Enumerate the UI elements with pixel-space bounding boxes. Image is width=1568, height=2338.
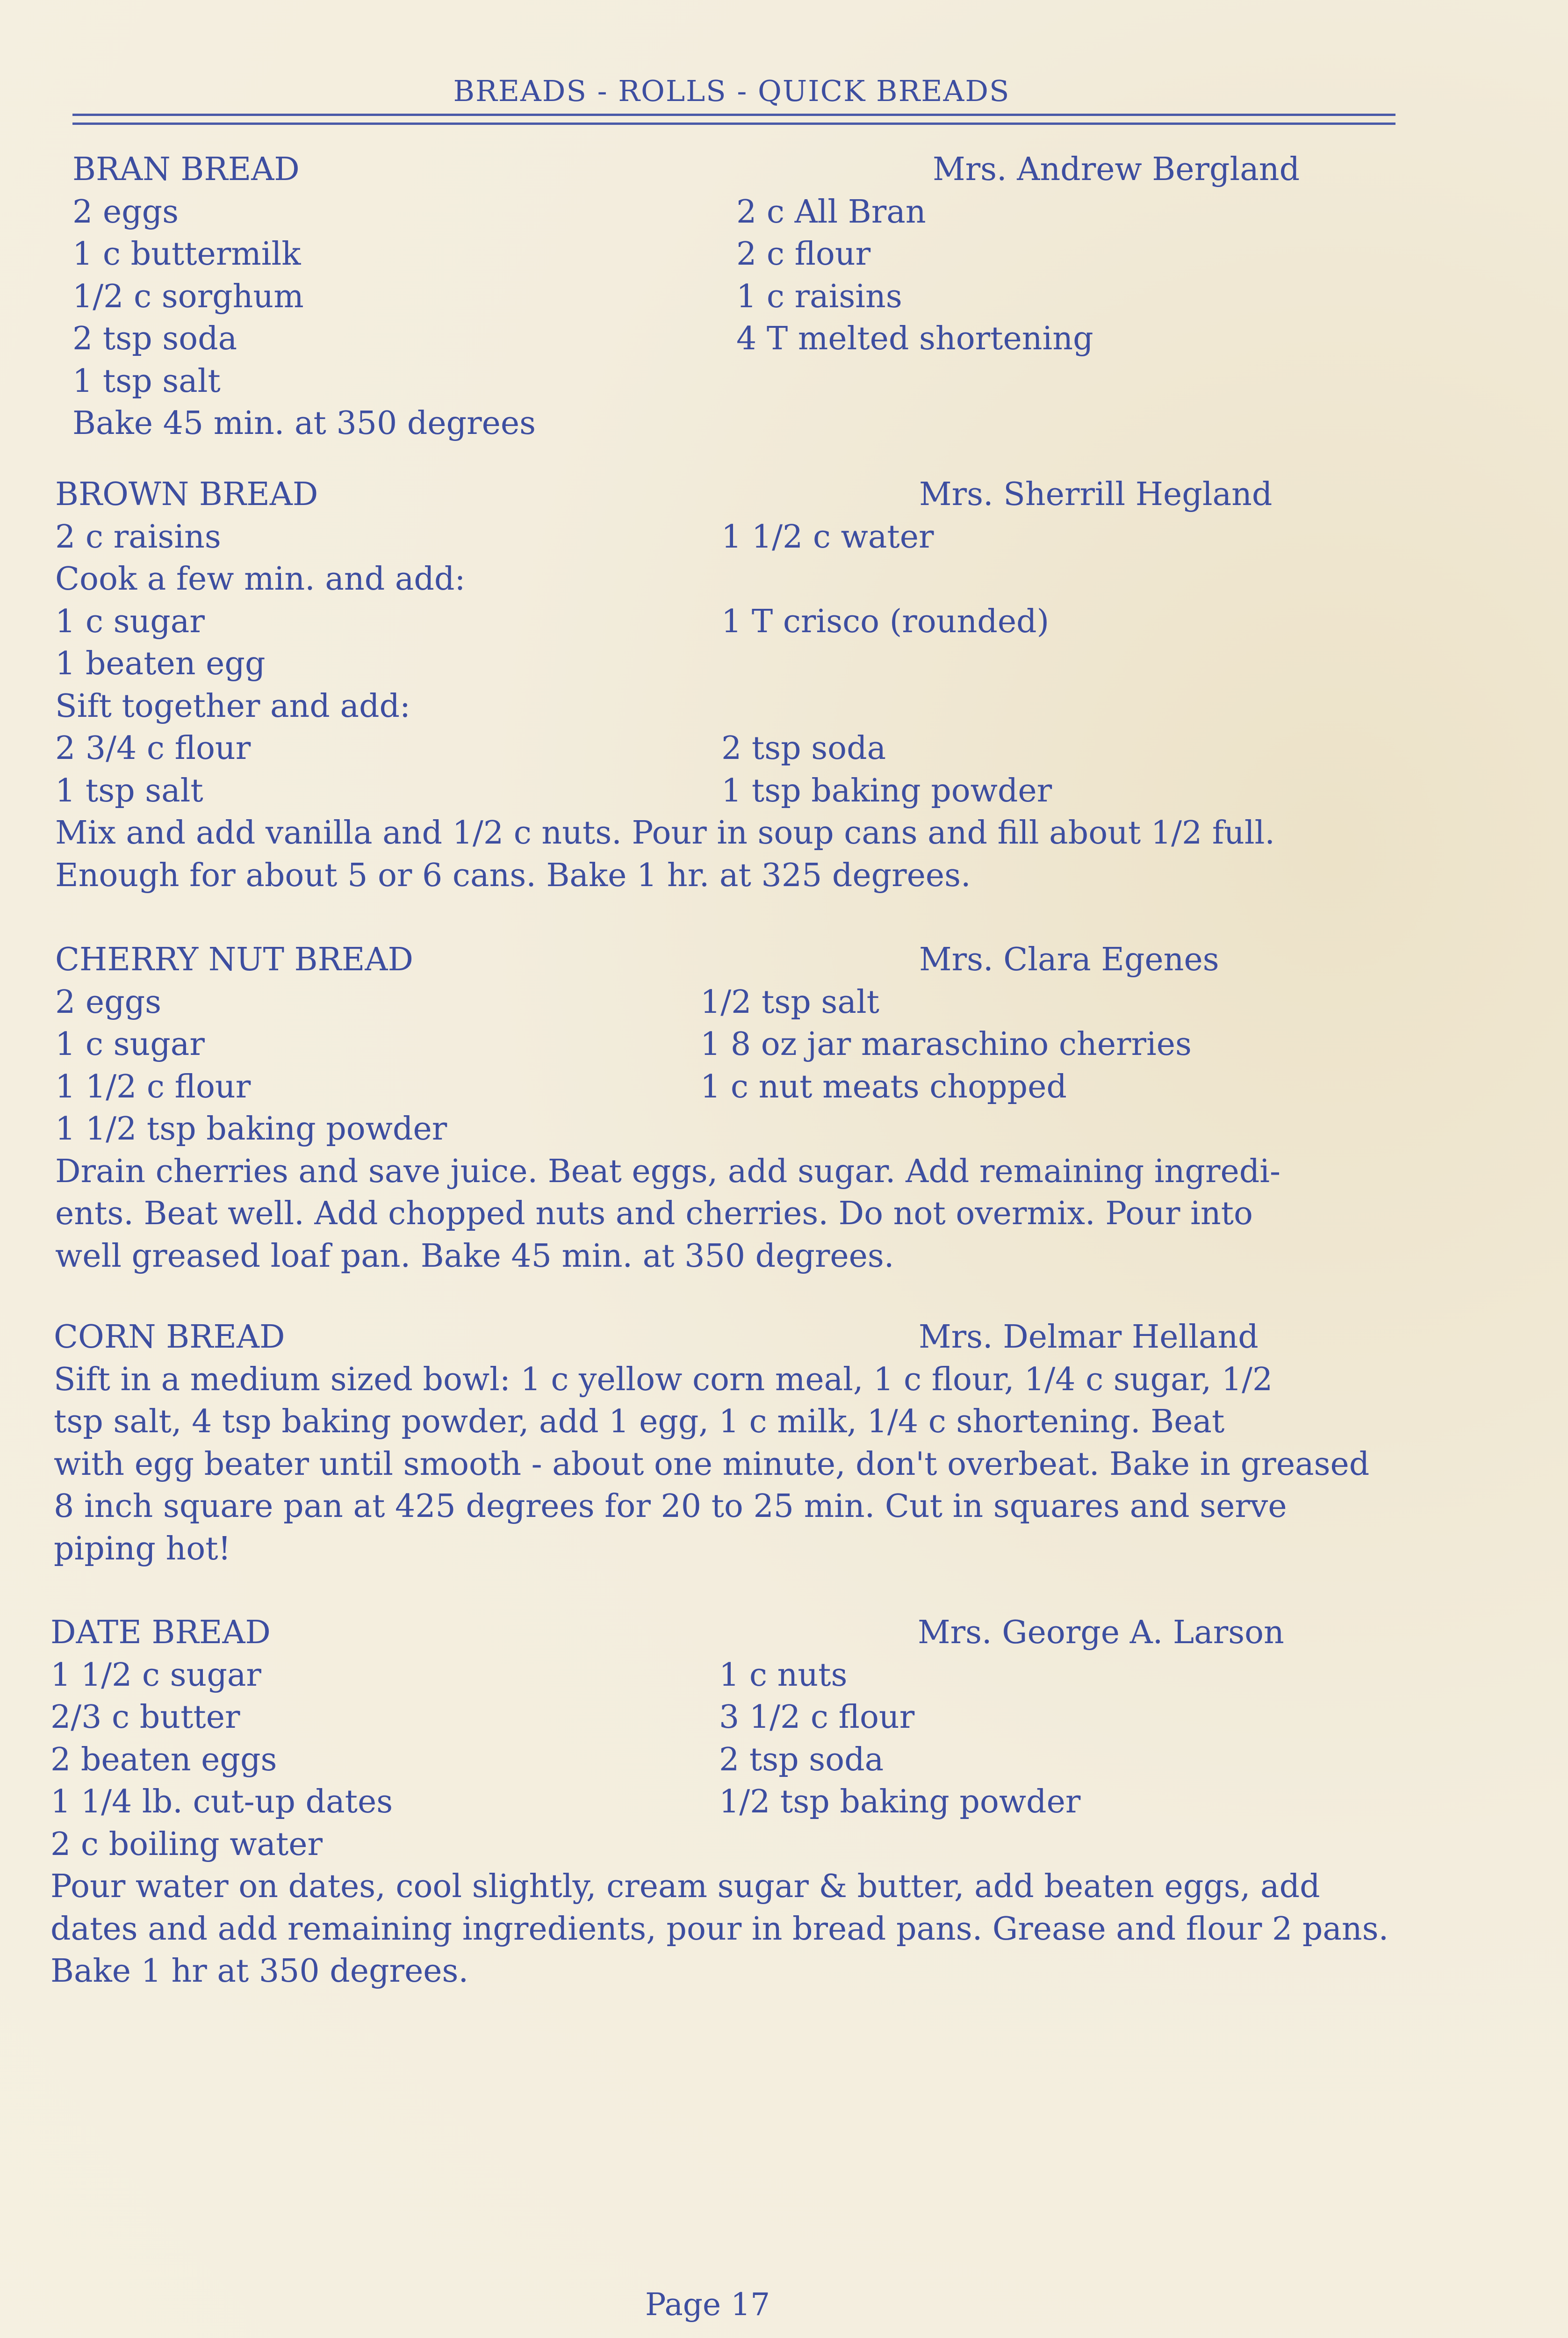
ingredient: 2 eggs — [55, 983, 162, 1021]
recipe-contributor: Mrs. George A. Larson — [918, 1614, 1284, 1651]
direction-line: Bake 1 hr at 350 degrees. — [50, 1953, 469, 1990]
ingredient: 1 tsp baking powder — [721, 772, 1052, 809]
direction-line: Pour water on dates, cool slightly, cream sugar & butter, add beaten eggs, add — [50, 1868, 1320, 1905]
direction-line: Bake 45 min. at 350 degrees — [72, 405, 536, 442]
recipe-date-bread — [50, 1612, 1444, 1993]
ingredient: 2 3/4 c flour — [55, 730, 251, 767]
ingredient: 1 c nut meats chopped — [700, 1068, 1067, 1105]
ingredient: 1 1/4 lb. cut-up dates — [50, 1783, 393, 1820]
recipe-contributor: Mrs. Clara Egenes — [919, 941, 1219, 978]
ingredient: 2 eggs — [72, 193, 179, 231]
recipe-title: DATE BREAD — [50, 1614, 271, 1651]
ingredient: 1 T crisco (rounded) — [721, 603, 1050, 640]
ingredient: 1 c nuts — [719, 1656, 848, 1694]
recipe-title: BROWN BREAD — [55, 476, 318, 513]
ingredient: 2 tsp soda — [72, 320, 237, 357]
ingredient: 1 tsp salt — [55, 772, 203, 809]
ingredient: 2 c All Bran — [736, 193, 926, 231]
ingredient: 1 c sugar — [55, 603, 205, 640]
ingredient: 3 1/2 c flour — [719, 1699, 915, 1736]
page-number: Page 17 — [645, 2287, 770, 2323]
ingredient: 1/2 c sorghum — [72, 278, 304, 315]
ingredient: 2 c raisins — [55, 518, 221, 556]
ingredient: 1 c raisins — [736, 278, 902, 315]
direction-line: well greased loaf pan. Bake 45 min. at 350 degrees. — [55, 1237, 894, 1275]
direction-line: Cook a few min. and add: — [55, 561, 466, 598]
recipe-contributor: Mrs. Delmar Helland — [919, 1319, 1259, 1356]
direction-line: dates and add remaining ingredients, pour in bread pans. Grease and flour 2 pans. — [50, 1910, 1389, 1948]
ingredient: 1 1/2 tsp baking powder — [55, 1111, 447, 1147]
recipe-contributor: Mrs. Sherrill Hegland — [919, 476, 1273, 513]
ingredient: 1 1/2 c flour — [55, 1068, 251, 1105]
direction-line: 8 inch square pan at 425 degrees for 20 to 25 min. Cut in squares and serve — [54, 1488, 1287, 1525]
direction-line: ents. Beat well. Add chopped nuts and cherries. Do not overmix. Pour into — [55, 1195, 1253, 1232]
direction-line: Sift together and add: — [55, 687, 410, 725]
direction-line: Mix and add vanilla and 1/2 c nuts. Pour in soup cans and fill about 1/2 full. — [55, 815, 1275, 851]
direction-line: with egg beater until smooth - about one minute, don't overbeat. Bake in greased — [54, 1445, 1370, 1483]
ingredient: 1 c buttermilk — [72, 236, 301, 273]
ingredient: 1 1/2 c water — [721, 518, 934, 556]
ingredient: 2 tsp soda — [721, 730, 886, 767]
recipe-title: CORN BREAD — [54, 1319, 285, 1356]
ingredient: 2/3 c butter — [50, 1699, 240, 1736]
recipe-title: CHERRY NUT BREAD — [55, 941, 413, 978]
recipe-bran-bread — [72, 149, 1335, 445]
recipe-cherry-nut-bread — [55, 939, 1364, 1277]
direction-line: tsp salt, 4 tsp baking powder, add 1 egg, 1 c milk, 1/4 c shortening. Beat — [54, 1403, 1225, 1440]
direction-line: Sift in a medium sized bowl: 1 c yellow corn meal, 1 c flour, 1/4 c sugar, 1/2 — [54, 1361, 1273, 1398]
header-rule-top — [72, 114, 1395, 116]
ingredient: 4 T melted shortening — [736, 320, 1093, 357]
ingredient: 1 8 oz jar maraschino cherries — [700, 1026, 1192, 1063]
ingredient: 2 c flour — [736, 236, 871, 273]
ingredient: 1/2 tsp baking powder — [719, 1783, 1081, 1820]
page-header: BREADS - ROLLS - QUICK BREADS — [453, 74, 1010, 108]
ingredient: 2 beaten eggs — [50, 1741, 277, 1778]
ingredient: 1 beaten egg — [55, 645, 266, 682]
recipe-corn-bread — [54, 1316, 1433, 1570]
ingredient: 1 tsp salt — [72, 362, 221, 400]
recipe-brown-bread — [55, 474, 1345, 897]
ingredient: 1 c sugar — [55, 1026, 205, 1063]
direction-line: Enough for about 5 or 6 cans. Bake 1 hr. at 325 degrees. — [55, 857, 971, 894]
ingredient: 2 c boiling water — [50, 1826, 323, 1863]
ingredient: 1/2 tsp salt — [700, 983, 879, 1021]
direction-line: Drain cherries and save juice. Beat eggs, add sugar. Add remaining ingredi- — [55, 1153, 1280, 1190]
recipe-title: BRAN BREAD — [72, 151, 300, 188]
ingredient: 2 tsp soda — [719, 1741, 884, 1778]
header-rule-bottom — [72, 123, 1395, 125]
direction-line: piping hot! — [54, 1530, 231, 1567]
recipe-contributor: Mrs. Andrew Bergland — [933, 151, 1300, 188]
ingredient: 1 1/2 c sugar — [50, 1656, 261, 1694]
